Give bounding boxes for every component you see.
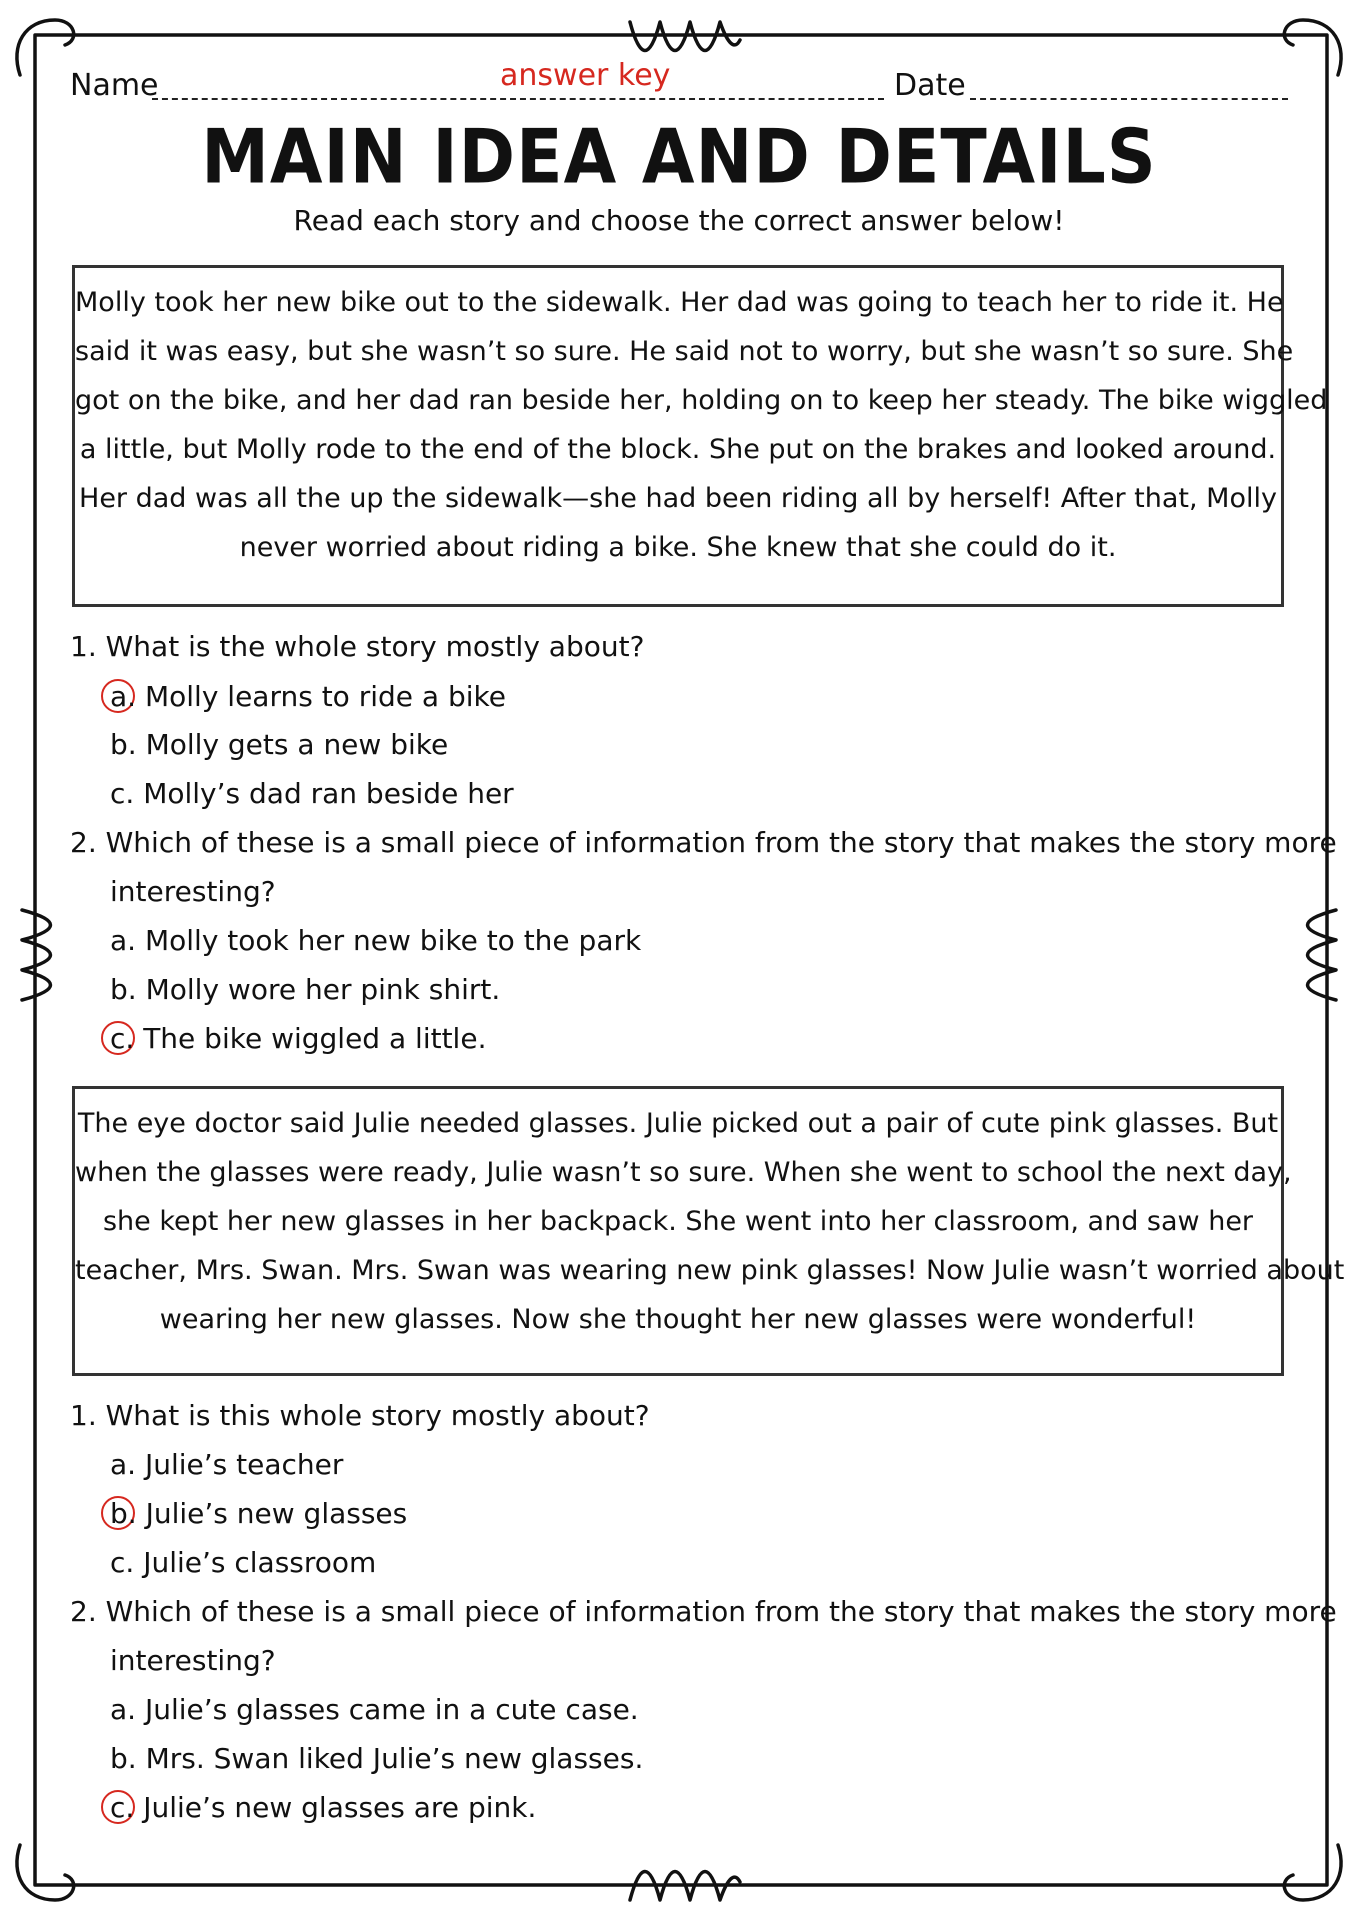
question-text: Which of these is a small piece of information from the story that makes the story more <box>105 1595 1337 1628</box>
option-text: Molly gets a new bike <box>145 728 449 761</box>
option-1-2-b[interactable] <box>110 973 500 1006</box>
option-letter: c. <box>110 777 135 810</box>
option-text: Julie’s teacher <box>144 1448 344 1481</box>
option-letter: b. <box>110 1742 137 1775</box>
option-letter: c. <box>110 1546 135 1579</box>
question-number: 2. <box>70 1595 97 1628</box>
story-line: a little, but Molly rode to the end of the block. She put on the brakes and looked around. <box>79 434 1277 465</box>
option-letter: b. <box>110 728 137 761</box>
question-number: 1. <box>70 630 97 663</box>
story-box-1 <box>72 265 1328 607</box>
question-text: What is the whole story mostly about? <box>105 630 645 663</box>
option-1-2-a[interactable] <box>110 924 641 957</box>
question-2-2-cont: interesting? <box>110 1644 276 1677</box>
option-letter: a. <box>110 1448 137 1481</box>
story-box-2 <box>72 1086 1345 1376</box>
option-text: Molly took her new bike to the park <box>144 924 642 957</box>
option-2-1-a[interactable] <box>110 1448 343 1481</box>
name-field[interactable] <box>152 98 884 100</box>
option-2-2-c[interactable] <box>110 1791 536 1824</box>
story-line: teacher, Mrs. Swan. Mrs. Swan was wearing new pink glasses! Now Julie wasn’t worried about <box>75 1255 1345 1286</box>
option-text: Molly’s dad ran beside her <box>143 777 514 810</box>
question-text: What is this whole story mostly about? <box>105 1399 650 1432</box>
story-line: Her dad was all the up the sidewalk—she had been riding all by herself! After that, Molly <box>79 483 1277 514</box>
option-2-2-a[interactable] <box>110 1693 639 1726</box>
question-1-1 <box>70 630 644 663</box>
question-number: 1. <box>70 1399 97 1432</box>
right-squiggle <box>1308 910 1337 1000</box>
option-text: The bike wiggled a little. <box>143 1022 487 1055</box>
option-letter: b. <box>110 1497 137 1530</box>
date-field[interactable] <box>970 98 1288 100</box>
option-text: Mrs. Swan liked Julie’s new glasses. <box>145 1742 644 1775</box>
question-2-2 <box>70 1595 1337 1628</box>
corner-curl-bottom-right <box>1284 1845 1341 1900</box>
option-text: Julie’s classroom <box>143 1546 377 1579</box>
story-line: got on the bike, and her dad ran beside her, holding on to keep her steady. The bike wiggled <box>75 385 1328 416</box>
option-letter: c. <box>110 1022 135 1055</box>
question-2-1 <box>70 1399 650 1432</box>
question-1-2-cont: interesting? <box>110 875 276 908</box>
header <box>70 58 1290 108</box>
option-letter: c. <box>110 1791 135 1824</box>
option-letter: b. <box>110 973 137 1006</box>
instructions: Read each story and choose the correct answer below! <box>293 204 1065 237</box>
option-text: Julie’s new glasses <box>145 1497 408 1530</box>
option-text: Julie’s new glasses are pink. <box>143 1791 537 1824</box>
question-1-2 <box>70 826 1337 859</box>
option-1-1-c[interactable] <box>110 777 514 810</box>
option-letter: a. <box>110 924 137 957</box>
corner-curl-top-left <box>17 20 74 75</box>
option-1-2-c[interactable] <box>110 1022 486 1055</box>
option-1-1-b[interactable] <box>110 728 448 761</box>
option-text: Molly wore her pink shirt. <box>145 973 501 1006</box>
corner-curl-bottom-left <box>17 1845 74 1900</box>
option-2-1-c[interactable] <box>110 1546 376 1579</box>
story-line: she kept her new glasses in her backpack. She went into her classroom, and saw her <box>102 1206 1254 1237</box>
question-number: 2. <box>70 826 97 859</box>
story-line: said it was easy, but she wasn’t so sure. He said not to worry, but she wasn’t so sure. She <box>75 336 1294 367</box>
story-line: wearing her new glasses. Now she thought her new glasses were wonderful! <box>159 1304 1197 1335</box>
date-label: Date <box>894 68 966 103</box>
option-letter: a. <box>110 680 137 713</box>
story-line: Molly took her new bike out to the sidewalk. Her dad was going to teach her to ride it. He <box>75 287 1284 318</box>
answer-key-note: answer key <box>500 58 671 93</box>
option-letter: a. <box>110 1693 137 1726</box>
option-text: Molly learns to ride a bike <box>144 680 506 713</box>
option-2-2-b[interactable] <box>110 1742 643 1775</box>
page-title: MAIN IDEA AND DETAILS <box>201 114 1157 201</box>
option-1-1-a[interactable] <box>110 680 506 713</box>
story-line: when the glasses were ready, Julie wasn’t so sure. When she went to school the next day, <box>75 1157 1292 1188</box>
name-label: Name <box>70 68 159 103</box>
option-text: Julie’s glasses came in a cute case. <box>144 1693 639 1726</box>
corner-curl-top-right <box>1284 20 1341 75</box>
story-line: The eye doctor said Julie needed glasses. Julie picked out a pair of cute pink glasses. But <box>77 1108 1279 1139</box>
option-2-1-b[interactable] <box>110 1497 407 1530</box>
story-line: never worried about riding a bike. She knew that she could do it. <box>239 532 1117 563</box>
question-text: Which of these is a small piece of information from the story that makes the story more <box>105 826 1337 859</box>
